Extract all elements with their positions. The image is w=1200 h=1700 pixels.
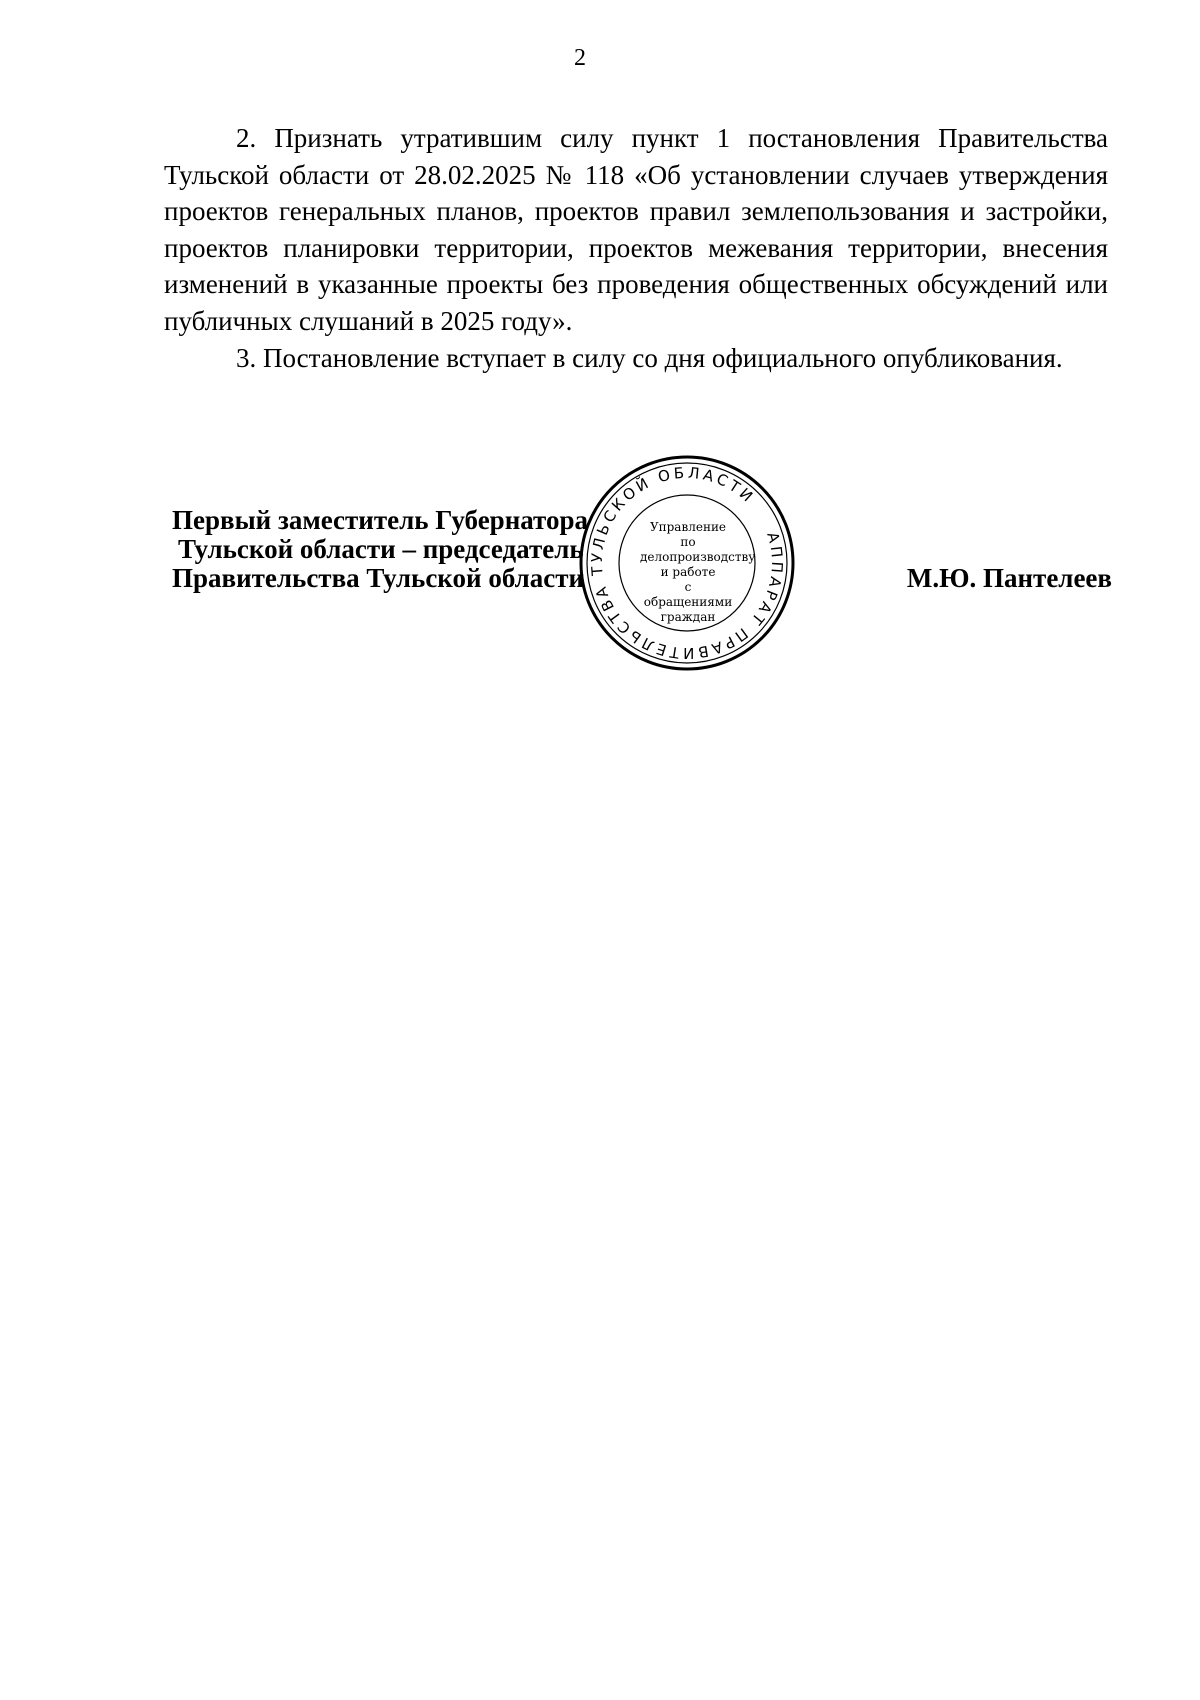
paragraph-3: 3. Постановление вступает в силу со дня официального опубликования. bbox=[236, 342, 1063, 373]
document-body bbox=[164, 120, 1108, 376]
official-seal-stamp bbox=[576, 452, 798, 674]
seal-center-line: с обращениями bbox=[643, 580, 733, 609]
signatory-position-line: Правительства Тульской области bbox=[172, 563, 585, 593]
seal-center-line: и работе bbox=[660, 565, 716, 579]
signatory-name: М.Ю. Пантелеев bbox=[906, 563, 1112, 593]
signatory-position bbox=[172, 506, 588, 593]
signatory-position-line: Первый заместитель Губернатора bbox=[172, 505, 588, 535]
page-number: 2 bbox=[574, 45, 586, 71]
seal-center-line: граждан bbox=[660, 610, 716, 624]
seal-center-line: Управление bbox=[649, 520, 727, 534]
signatory-position-line: Тульской области – председатель bbox=[178, 534, 584, 564]
seal-ring-text: АППАРАТ ПРАВИТЕЛЬСТВА ТУЛЬСКОЙ ОБЛАСТИ bbox=[587, 463, 787, 663]
paragraph-2: 2. Признать утратившим силу пункт 1 постановления Правительства Тульской области от 28.02.2025 № 118 «Об установлении случаев утверждения проектов генеральных планов, проектов правил землепользования и застройки, проектов планировки территории, проектов межевания территории, внесения изменений в указанные проекты без проведения общественных обсуждений или публичных слушаний в 2025 году». bbox=[164, 123, 1108, 336]
seal-center-line: по делопроизводству bbox=[640, 535, 756, 564]
seal-center-text bbox=[640, 520, 756, 625]
